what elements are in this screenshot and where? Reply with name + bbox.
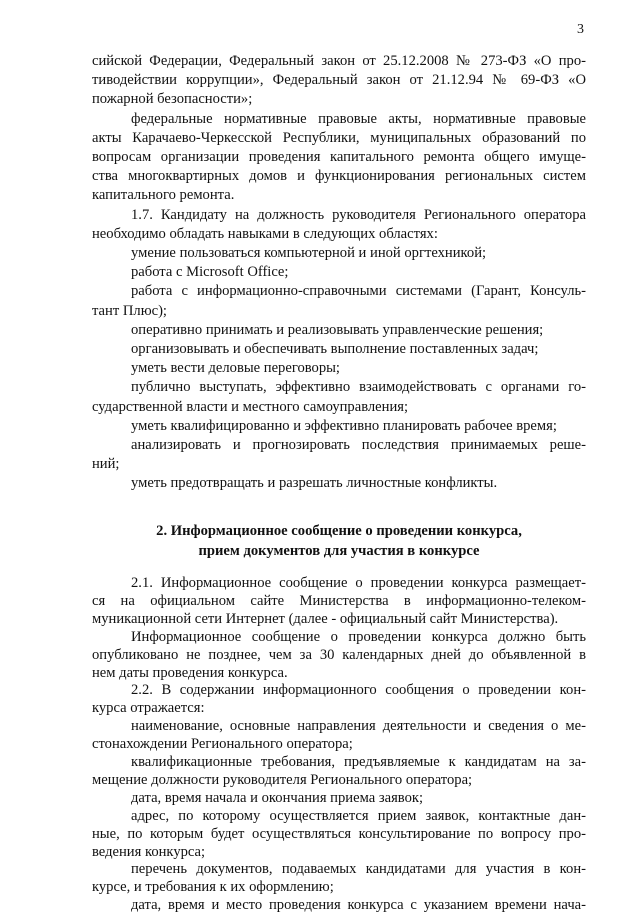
text-line: тант Плюс);: [92, 303, 167, 319]
text-line: необходимо обладать навыками в следующих областях:: [92, 226, 438, 242]
text-line: уметь квалифицированно и эффективно планировать рабочее время;: [131, 418, 557, 434]
text-line: стонахождении Регионального оператора;: [92, 736, 353, 753]
text-line: работа с Microsoft Office;: [131, 264, 289, 280]
text-line: уметь вести деловые переговоры;: [131, 360, 340, 376]
text-line: капитального ремонта.: [92, 187, 235, 203]
text-line: перечень документов, подаваемых кандидатами для участия в кон-: [131, 861, 586, 878]
text-line: работа с информационно-справочными системами (Гарант, Консуль-: [131, 283, 586, 299]
section-heading: прием документов для участия в конкурсе: [198, 543, 480, 559]
text-line: ся на официальном сайте Министерства в информационно-телеком-: [92, 592, 586, 609]
text-line: оперативно принимать и реализовывать управленческие решения;: [131, 322, 544, 338]
text-line: курсе, и требования к их оформлению;: [92, 879, 334, 896]
text-line: федеральные нормативные правовые акты, нормативные правовые: [131, 111, 586, 127]
text-line: организовывать и обеспечивать выполнение поставленных задач;: [131, 341, 539, 357]
text-line: акты Карачаево-Черкесской Республики, муниципальных образований по: [92, 130, 586, 146]
text-line: дата, время начала и окончания приема заявок;: [131, 789, 424, 806]
text-line: уметь предотвращать и разрешать личностные конфликты.: [131, 475, 498, 491]
text-line: адрес, по которому осуществляется прием заявок, контактные дан-: [131, 807, 586, 824]
text-line: 1.7. Кандидату на должность руководителя Регионального оператора: [131, 207, 586, 223]
text-line: ные, по которым будет осуществляться консультирование по вопросу про-: [92, 825, 586, 842]
page-number: 3: [577, 22, 584, 37]
text-line: опубликовано не позднее, чем за 30 календарных дней до объявленной в: [92, 646, 586, 663]
text-line: ства многоквартирных домов и функционирования региональных систем: [92, 168, 586, 184]
section-heading: 2. Информационное сообщение о проведении конкурса,: [156, 523, 522, 539]
text-line: 2.1. Информационное сообщение о проведении конкурса размещает-: [131, 575, 586, 591]
text-line: ний;: [92, 456, 120, 472]
text-line: вопросам организации проведения капитального ремонта общего имуще-: [92, 149, 586, 165]
text-line: нем даты проведения конкурса.: [92, 664, 288, 681]
text-line: умение пользоваться компьютерной и иной оргтехникой;: [131, 245, 487, 261]
text-line: анализировать и прогнозировать последствия принимаемых реше-: [131, 437, 586, 453]
text-line: квалификационные требования, предъявляемые к кандидатам на за-: [131, 754, 586, 770]
text-line: курса отражается:: [92, 700, 205, 717]
text-line: сударственной власти и местного самоуправления;: [92, 399, 409, 415]
text-line: 2.2. В содержании информационного сообщения о проведении кон-: [131, 682, 586, 699]
text-line: мещение должности руководителя Регионального оператора;: [92, 771, 473, 788]
text-line: тиводействии коррупции», Федеральный закон от 21.12.94 № 69-ФЗ «О: [92, 72, 586, 88]
text-line: дата, время и место проведения конкурса с указанием времени нача-: [131, 897, 586, 914]
text-line: пожарной безопасности»;: [92, 91, 253, 107]
text-line: публично выступать, эффективно взаимодействовать с органами го-: [131, 379, 586, 395]
text-line: Информационное сообщение о проведении конкурса должно быть: [131, 628, 586, 645]
text-line: наименование, основные направления деятельности и сведения о ме-: [131, 718, 586, 735]
text-line: сийской Федерации, Федеральный закон от 25.12.2008 № 273-ФЗ «О про-: [92, 53, 586, 69]
text-line: муникационной сети Интернет (далее - официальный сайт Министерства).: [92, 610, 559, 627]
text-line: ведения конкурса;: [92, 843, 206, 860]
